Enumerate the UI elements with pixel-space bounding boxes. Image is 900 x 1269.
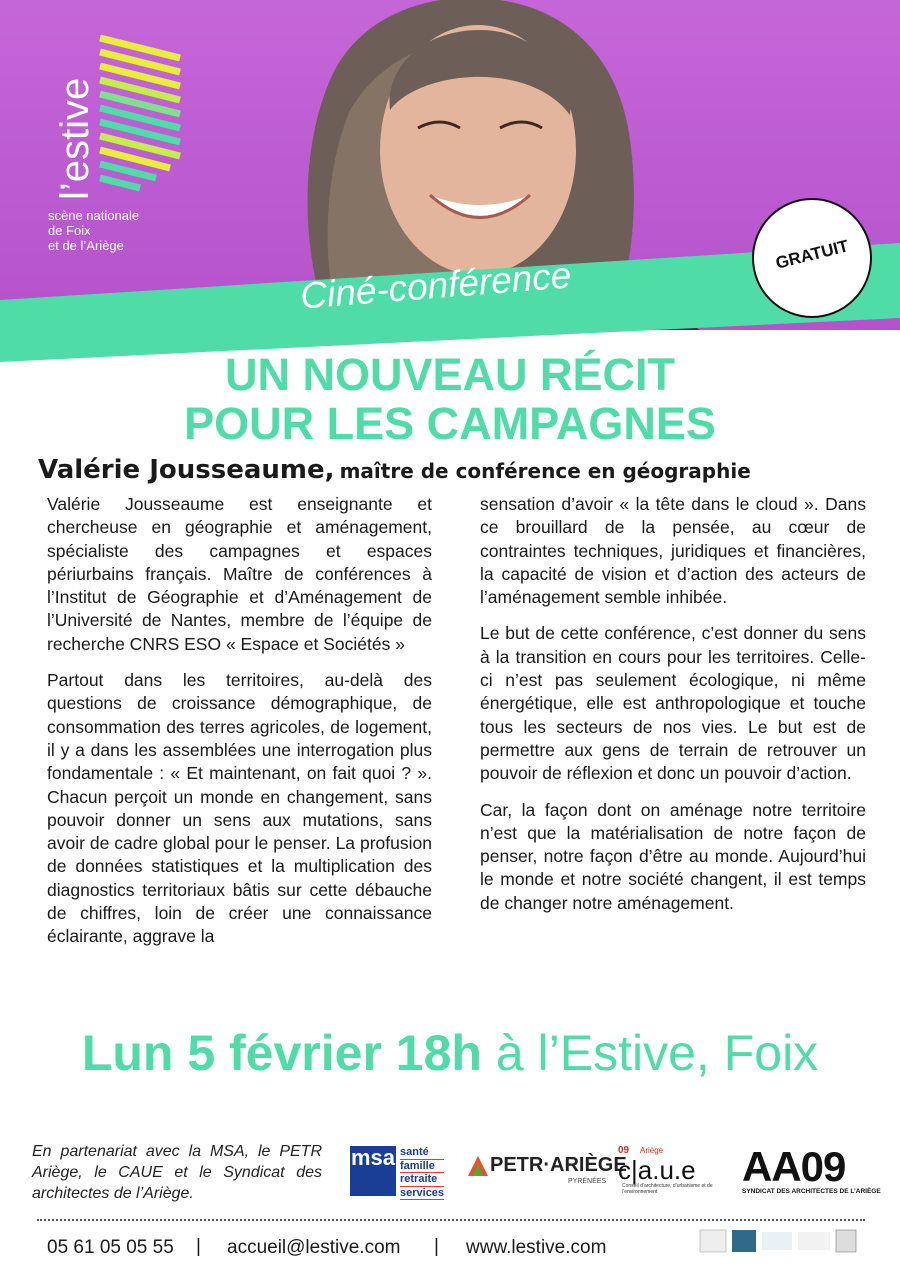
petr-ariege-logo: PETR·ARIÈGE PYRÉNÉES bbox=[468, 1152, 604, 1192]
contact-phone[interactable]: 05 61 05 05 55 bbox=[47, 1237, 174, 1258]
speaker-name: Valérie Jousseaume, bbox=[38, 455, 335, 485]
hero-banner bbox=[0, 0, 900, 370]
title-line: POUR LES CAMPAGNES bbox=[184, 398, 716, 449]
contact-email[interactable]: accueil@lestive.com bbox=[227, 1237, 401, 1258]
body-paragraph: Le but de cette conférence, c’est donner du sens à la transition en cours pour les territoires. Celle-ci n’est pas seulement écologique, ni même énergétique, elle est anthropologique et touche tous les secteurs de nos vies. Le but est de permettre aux gens de terrain de retrouver un pouvoir de réflexion et donc un pouvoir d’action. bbox=[480, 623, 866, 784]
caue-logo: 09 Ariège c|a.u.e Conseil d’architecture, d’urbanisme et de l’environnement bbox=[618, 1145, 713, 1195]
footer-divider bbox=[37, 1219, 865, 1221]
body-paragraph: Car, la façon dont on aménage notre territoire n’est que la matérialisation de notre façon de penser, notre façon d’être au monde. Aujourd’hui le monde et notre société changent, il est temps de changer notre aménagement. bbox=[480, 799, 866, 913]
contact-separator: | bbox=[196, 1236, 201, 1257]
logo-subtitle-line: de Foix bbox=[48, 223, 91, 238]
free-badge-label: GRATUIT bbox=[773, 236, 851, 273]
free-badge bbox=[752, 198, 872, 318]
green-band bbox=[0, 0, 900, 370]
logo-subtitle-line: et de l’Ariège bbox=[48, 238, 124, 253]
body-paragraph: sensation d’avoir « la tête dans le cloud ». Dans ce brouillard de la pensée, au cœur de contraintes techniques, juridiques et financières, la capacité de vision et d’action des acteurs de l’aménagement semble inhibée. bbox=[480, 494, 866, 608]
msa-logo bbox=[350, 1146, 458, 1198]
msa-logo-mark: msa bbox=[350, 1146, 396, 1196]
body-column-right bbox=[480, 493, 866, 928]
event-kicker: Ciné-conférence bbox=[298, 254, 573, 317]
institutional-logos bbox=[700, 1228, 860, 1256]
svg-text:l’estive: l’estive bbox=[53, 77, 97, 200]
title-line: UN NOUVEAU RÉCIT bbox=[224, 349, 676, 400]
body-paragraph: Valérie Jousseaume est enseignante et chercheuse en géographie et aménagement, spécialiste des campagnes et espaces périurbains français. Maître de conférences à l’Institut de Géographie et d’Aménagement de l’Université de Nantes, membre de l’équipe de recherche CNRS ESO « Espace et Sociétés » bbox=[47, 494, 432, 654]
contact-website[interactable]: www.lestive.com bbox=[466, 1237, 607, 1258]
aa09-logo: AA09 SYNDICAT DES ARCHITECTES DE L’ARIÈGE bbox=[742, 1143, 881, 1195]
event-title bbox=[0, 350, 900, 448]
msa-logo-words: santé famille retraite services bbox=[400, 1146, 445, 1199]
contact-separator: | bbox=[434, 1236, 439, 1257]
partners-text: En partenariat avec la MSA, le PETR Ariège, le CAUE et le Syndicat des architectes de l’Ariège. bbox=[32, 1143, 322, 1202]
body-column-left bbox=[47, 493, 432, 995]
mountain-icon bbox=[468, 1156, 488, 1178]
speaker-line bbox=[38, 455, 751, 485]
event-date-time: Lun 5 février 18h bbox=[81, 1025, 482, 1081]
event-date bbox=[0, 1024, 900, 1082]
logo-subtitle-line: scène nationale bbox=[48, 208, 140, 223]
speaker-role: maître de conférence en géographie bbox=[339, 459, 751, 483]
event-venue: à l’Estive, Foix bbox=[481, 1025, 819, 1081]
body-paragraph: Partout dans les territoires, au-delà des questions de croissance démographique, de consommation des terres agricoles, de logement, il y a dans les assemblées une interrogation plus fondamentale : « Et maintenant, on fait quoi ? ». Chacun perçoit un monde en changement, sans pouvoir donner un sens aux mutations, sans avoir de cadre global pour le penser. La profusion de données statistiques et la multiplication des diagnostics territoriaux bâtis sur cette débauche de chiffres, loin de créer une connaissance éclairante, aggrave la bbox=[47, 670, 432, 947]
